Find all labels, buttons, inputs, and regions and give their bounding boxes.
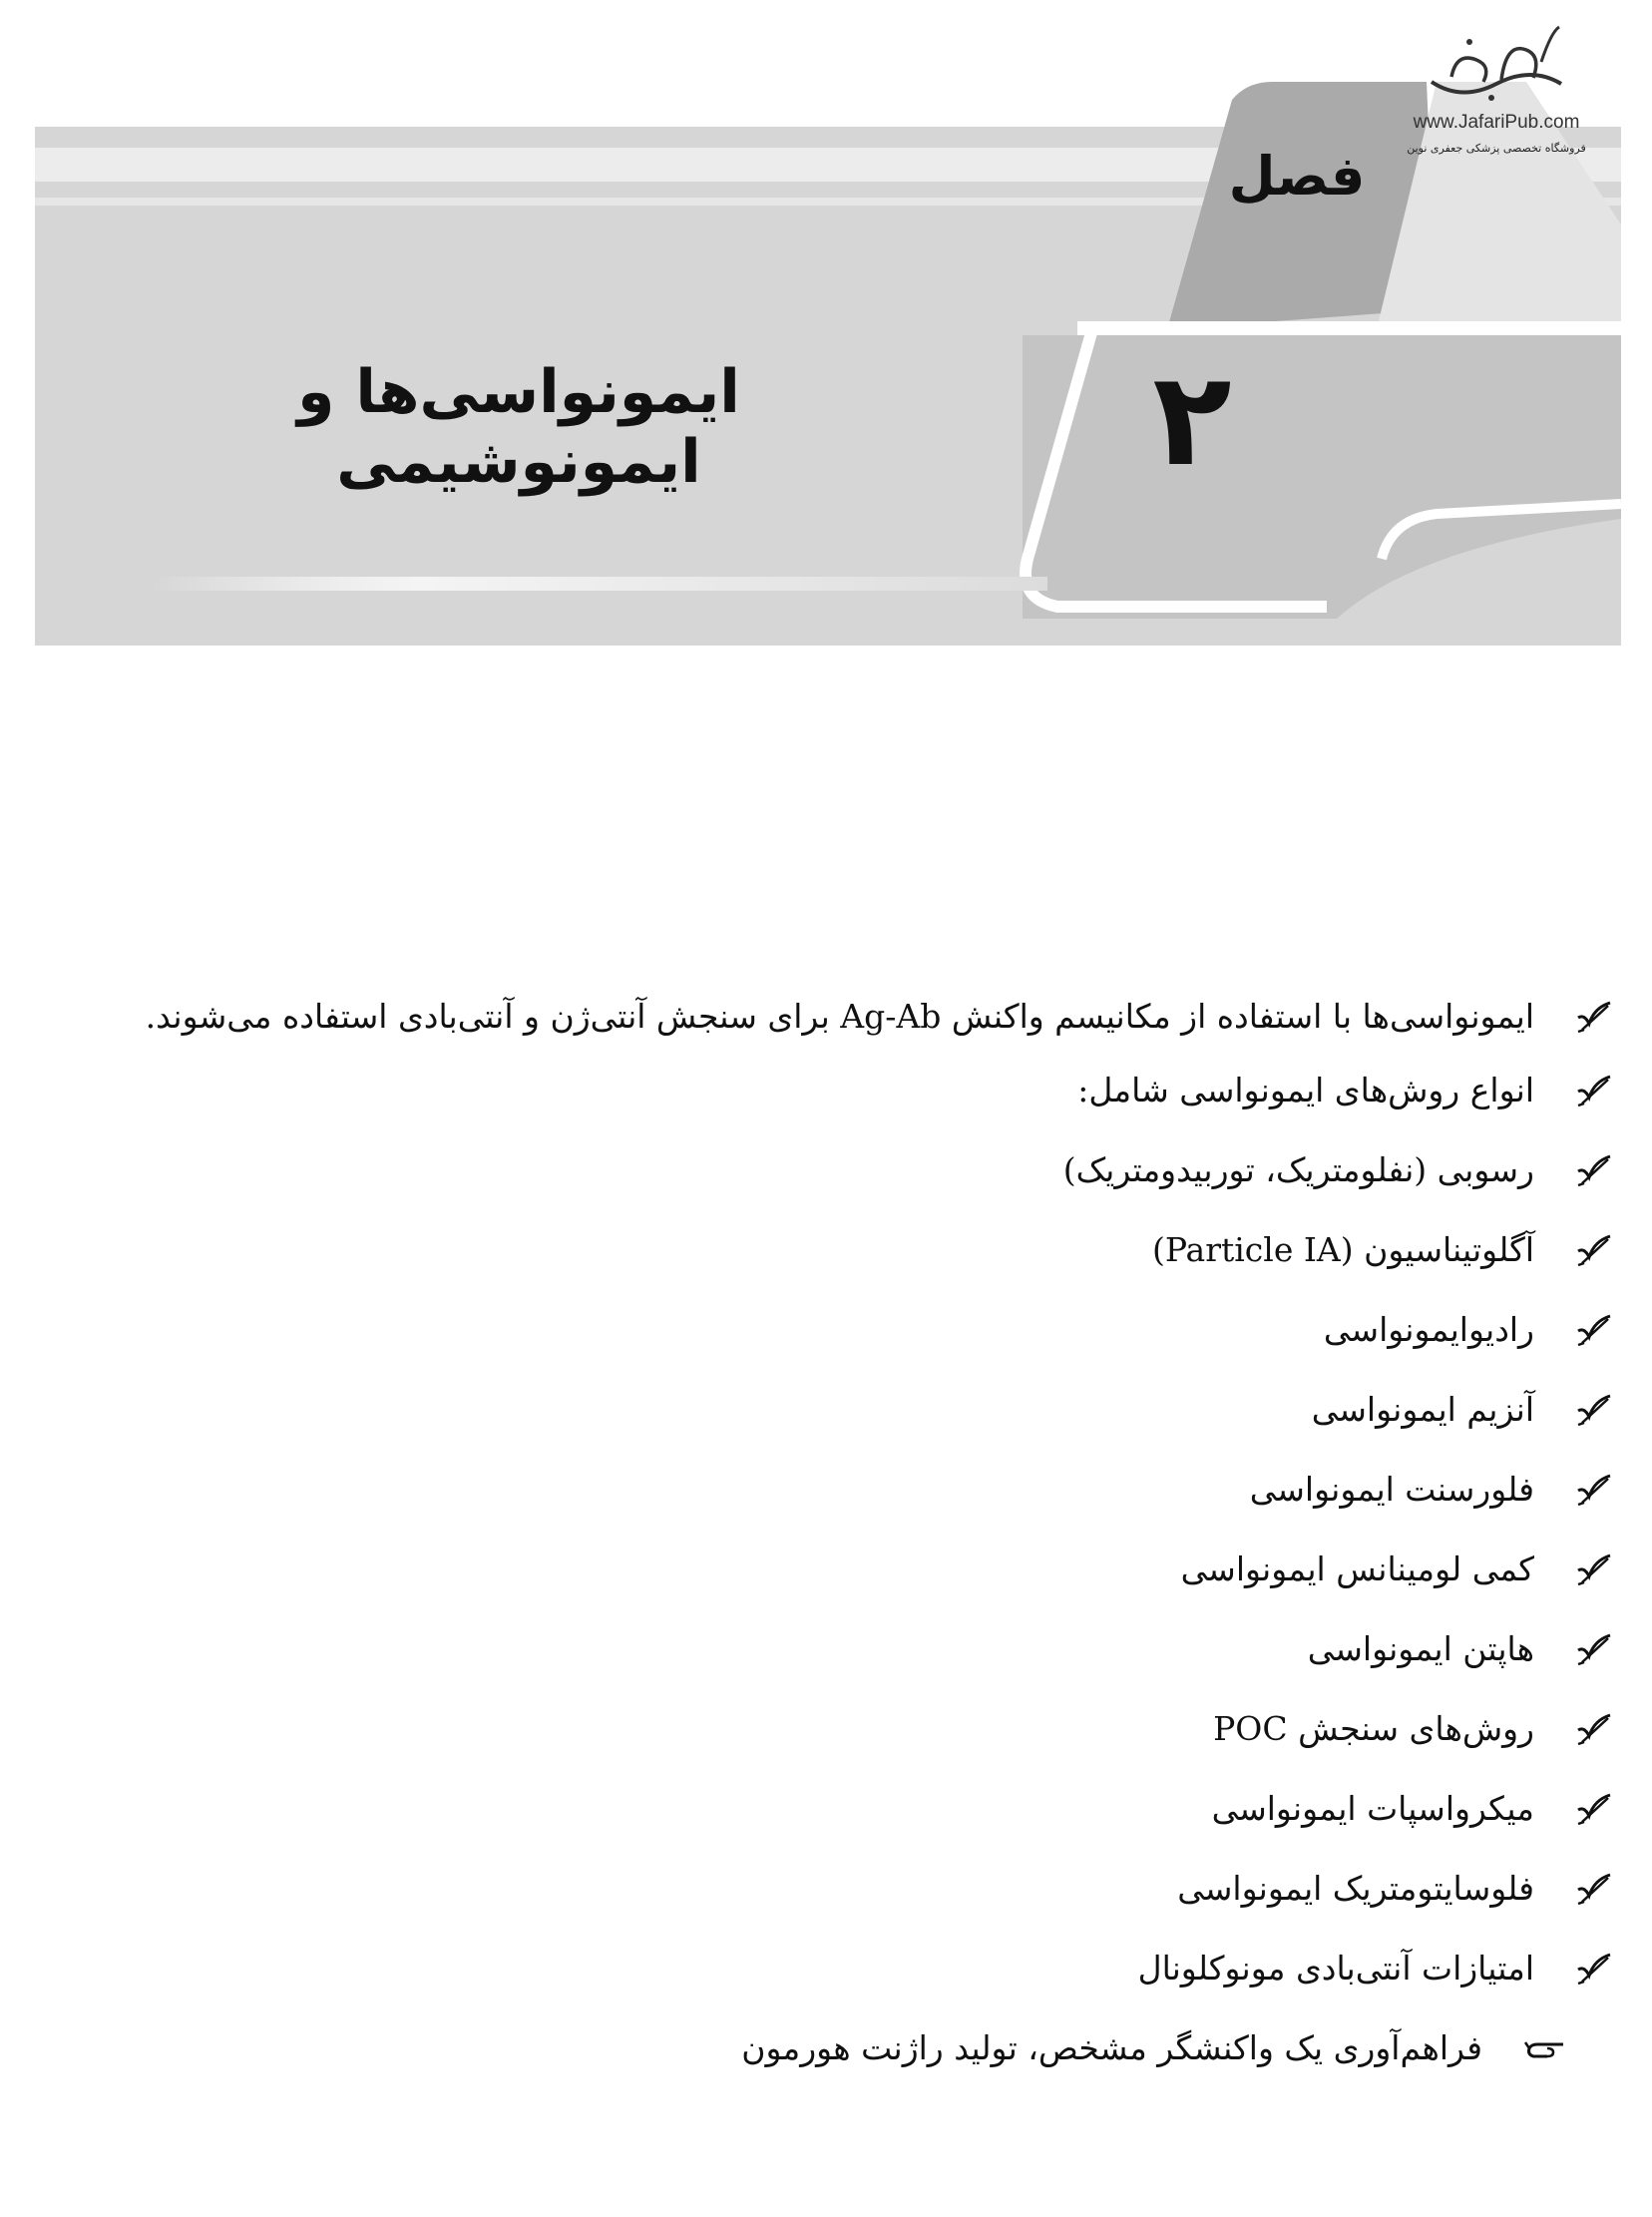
list-item-text: آگلوتیناسیون (Particle IA) (1151, 1230, 1534, 1269)
checkmark-pen-icon (1566, 983, 1622, 1051)
list-item-text: رادیوایمونواسی (1323, 1310, 1534, 1349)
list-item-text: آنزیم ایمونواسی (1311, 1390, 1534, 1429)
list-item-text: کمی لومینانس ایمونواسی (1180, 1550, 1534, 1588)
pointing-hand-icon (1516, 2008, 1572, 2088)
list-item-text: میکرواسپات ایمونواسی (1211, 1789, 1534, 1828)
checkmark-pen-icon (1566, 1530, 1622, 1609)
list-item-text: رسوبی (نفلومتریک، توربیدومتریک) (1062, 1150, 1534, 1189)
list-item (26, 1609, 1622, 1689)
list-item (26, 1450, 1622, 1530)
checkmark-pen-icon (1566, 1370, 1622, 1450)
checkmark-pen-icon (1566, 1051, 1622, 1130)
list-item (26, 983, 1622, 1051)
logo-tagline: فروشگاه تخصصی پزشکی جعفری نوین (1407, 142, 1586, 155)
checkmark-pen-icon (1566, 1609, 1622, 1689)
list-item (26, 1929, 1622, 2008)
list-item-text: ایمونواسی‌ها با استفاده از مکانیسم واکنش Ag-Ab برای سنجش آنتی‌ژن و آنتی‌بادی استفاده می‌شوند. (145, 997, 1534, 1036)
list-item-text: فلوسایتومتریک ایمونواسی (1177, 1869, 1534, 1908)
list-item (26, 1130, 1622, 1210)
sub-list-item (26, 2008, 1622, 2088)
chapter-title: ایمونواسی‌ها و ایمونوشیمی (297, 357, 740, 497)
logo-url: www.JafariPub.com (1413, 112, 1580, 133)
list-item-text: امتیازات آنتی‌بادی مونوکلونال (1137, 1949, 1534, 1988)
list-item (26, 1210, 1622, 1290)
list-item-text: هاپتن ایمونواسی (1307, 1629, 1534, 1668)
list-item (26, 1051, 1622, 1130)
checkmark-pen-icon (1566, 1290, 1622, 1370)
list-item-text: انواع روش‌های ایمونواسی شامل: (1077, 1071, 1534, 1109)
checkmark-pen-icon (1566, 1210, 1622, 1290)
calligraphy-logo-icon (1422, 22, 1571, 112)
chapter-number: ۲ (1152, 343, 1232, 495)
content-list (26, 983, 1622, 2088)
list-item (26, 1290, 1622, 1370)
list-item (26, 1769, 1622, 1849)
sub-list-item-text: فراهم‌آوری یک واکنشگر مشخص، تولید راژنت هورمون (741, 2028, 1482, 2067)
checkmark-pen-icon (1566, 1929, 1622, 2008)
checkmark-pen-icon (1566, 1849, 1622, 1929)
list-item (26, 1530, 1622, 1609)
chapter-label: فصل (1228, 145, 1366, 208)
list-item (26, 1689, 1622, 1769)
list-item-text: روش‌های سنجش POC (1213, 1709, 1534, 1748)
checkmark-pen-icon (1566, 1130, 1622, 1210)
list-item (26, 1849, 1622, 1929)
list-item-text: فلورسنت ایمونواسی (1249, 1470, 1534, 1509)
checkmark-pen-icon (1566, 1689, 1622, 1769)
checkmark-pen-icon (1566, 1769, 1622, 1849)
list-item (26, 1370, 1622, 1450)
checkmark-pen-icon (1566, 1450, 1622, 1530)
publisher-logo (1372, 22, 1621, 155)
